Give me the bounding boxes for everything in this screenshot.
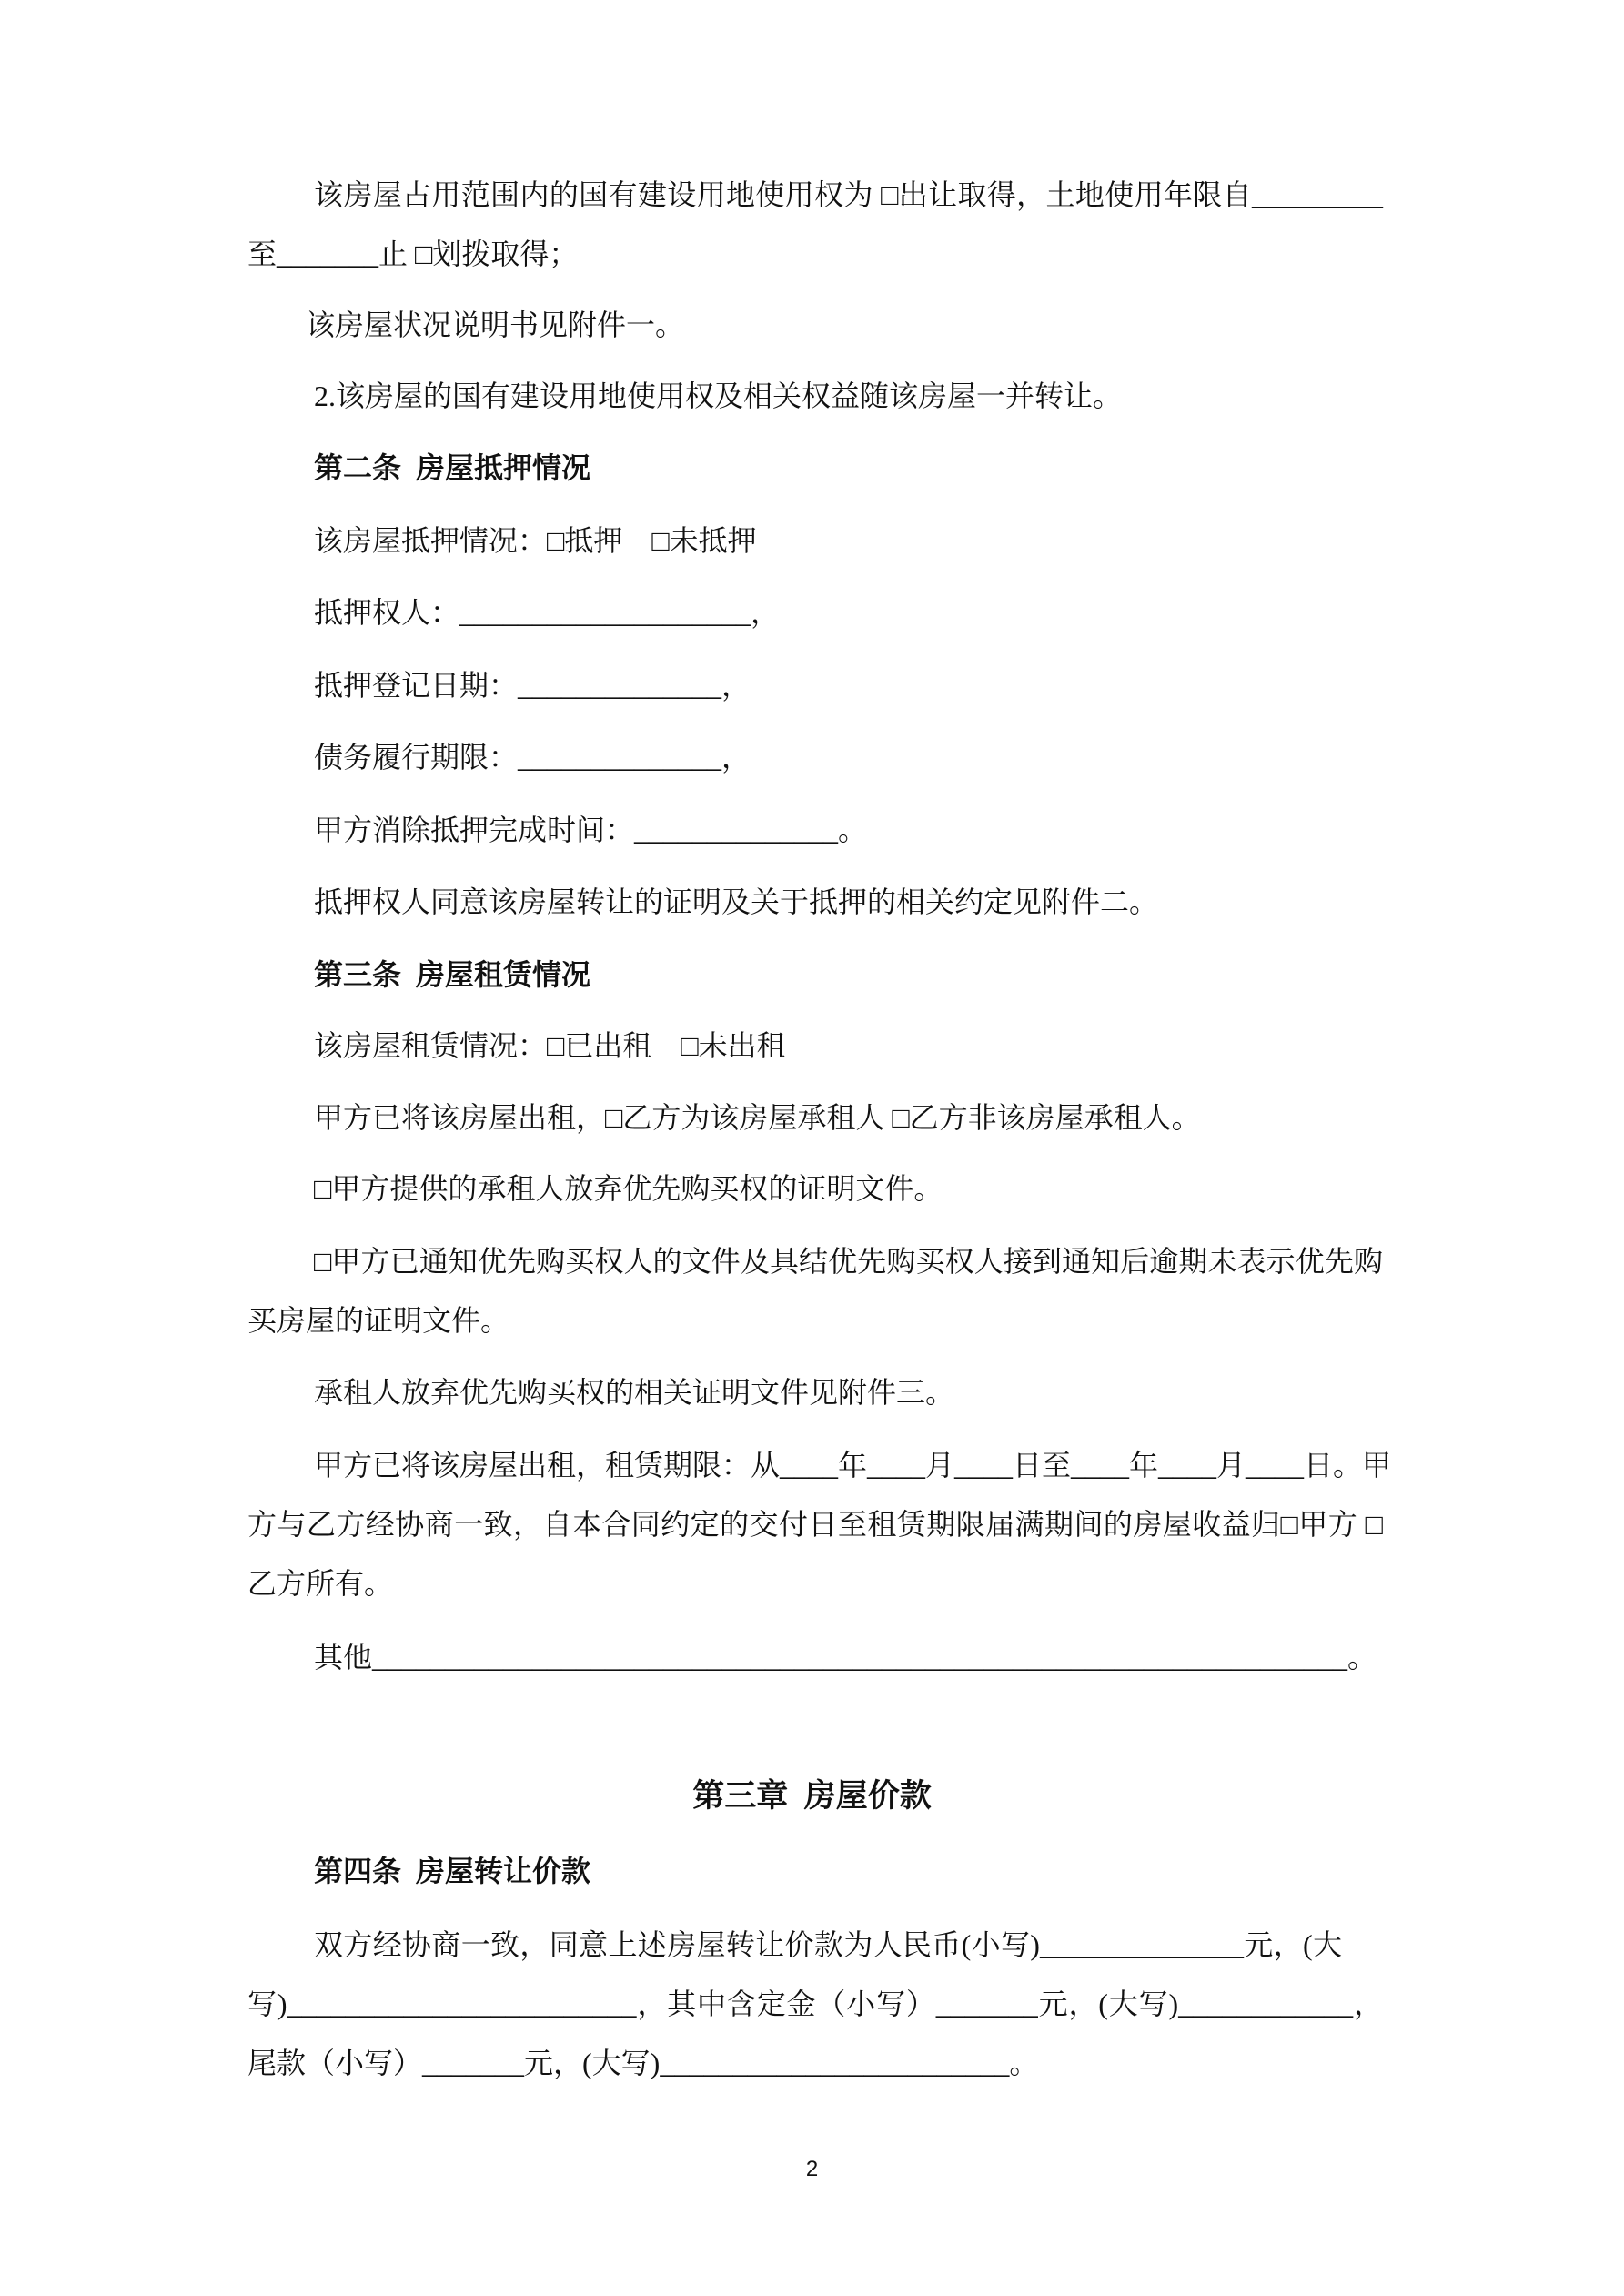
paragraph-lease-term: 甲方已将该房屋出租，租赁期限：从____年____月____日至____年____月____日。甲 xyxy=(314,1449,1392,1482)
paragraph-house-description: 该房屋状况说明书见附件一。 xyxy=(306,308,685,341)
mortgage-release-time-field: 甲方消除抵押完成时间：______________。 xyxy=(314,814,868,846)
chapter-3-heading: 第三章 房屋价款 xyxy=(692,1778,932,1814)
paragraph-mortgage-attachment: 抵押权人同意该房屋转让的证明及关于抵押的相关约定见附件二。 xyxy=(314,885,1159,918)
page-number: 2 xyxy=(805,2157,819,2181)
paragraph-notice-proof: □甲方已通知优先购买权人的文件及具结优先购买权人接到通知后逾期未表示优先购 xyxy=(314,1245,1383,1278)
debt-term-field: 债务履行期限：______________， xyxy=(314,741,751,774)
lease-status: 该房屋租赁情况：□已出租 □未出租 xyxy=(314,1029,786,1062)
paragraph-land-use-right: 该房屋占用范围内的国有建设用地使用权为 □出让取得，土地使用年限自_________ xyxy=(314,178,1383,211)
article-2-heading: 第二条 房屋抵押情况 xyxy=(314,451,591,484)
article-4-heading: 第四条 房屋转让价款 xyxy=(314,1855,591,1887)
paragraph-transfer-rights: 2.该房屋的国有建设用地使用权及相关权益随该房屋一并转让。 xyxy=(314,379,1123,412)
mortgage-registration-date-field: 抵押登记日期：______________， xyxy=(314,669,751,702)
mortgage-status: 该房屋抵押情况：□抵押 □未抵押 xyxy=(314,524,757,557)
paragraph-price-balance: 尾款（小写）_______元，(大写)________________________。 xyxy=(247,2047,1039,2079)
paragraph-price: 双方经协商一致，同意上述房屋转让价款为人民币(小写)______________元，(大 xyxy=(314,1928,1342,1961)
mortgagee-field: 抵押权人：____________________， xyxy=(314,596,781,629)
paragraph-lease-attachment: 承租人放弃优先购买权的相关证明文件见附件三。 xyxy=(314,1376,955,1409)
article-3-heading: 第三条 房屋租赁情况 xyxy=(314,958,591,991)
paragraph-lease-term-cont: 方与乙方经协商一致，自本合同约定的交付日至租赁期限届满期间的房屋收益归□甲方 □ xyxy=(247,1508,1383,1541)
paragraph-land-use-term: 至_______止 □划拨取得； xyxy=(247,238,579,270)
paragraph-waiver-proof: □甲方提供的承租人放弃优先购买权的证明文件。 xyxy=(314,1172,943,1205)
paragraph-price-cont: 写)________________________，其中含定金（小写）_______元，(大写)____________， xyxy=(247,1988,1383,2020)
other-field: 其他___________________________________________________________________。 xyxy=(314,1641,1377,1674)
paragraph-lessee: 甲方已将该房屋出租，□乙方为该房屋承租人 □乙方非该房屋承租人。 xyxy=(314,1101,1201,1134)
paragraph-notice-proof-cont: 买房屋的证明文件。 xyxy=(247,1304,510,1337)
paragraph-lease-term-end: 乙方所有。 xyxy=(247,1567,394,1600)
